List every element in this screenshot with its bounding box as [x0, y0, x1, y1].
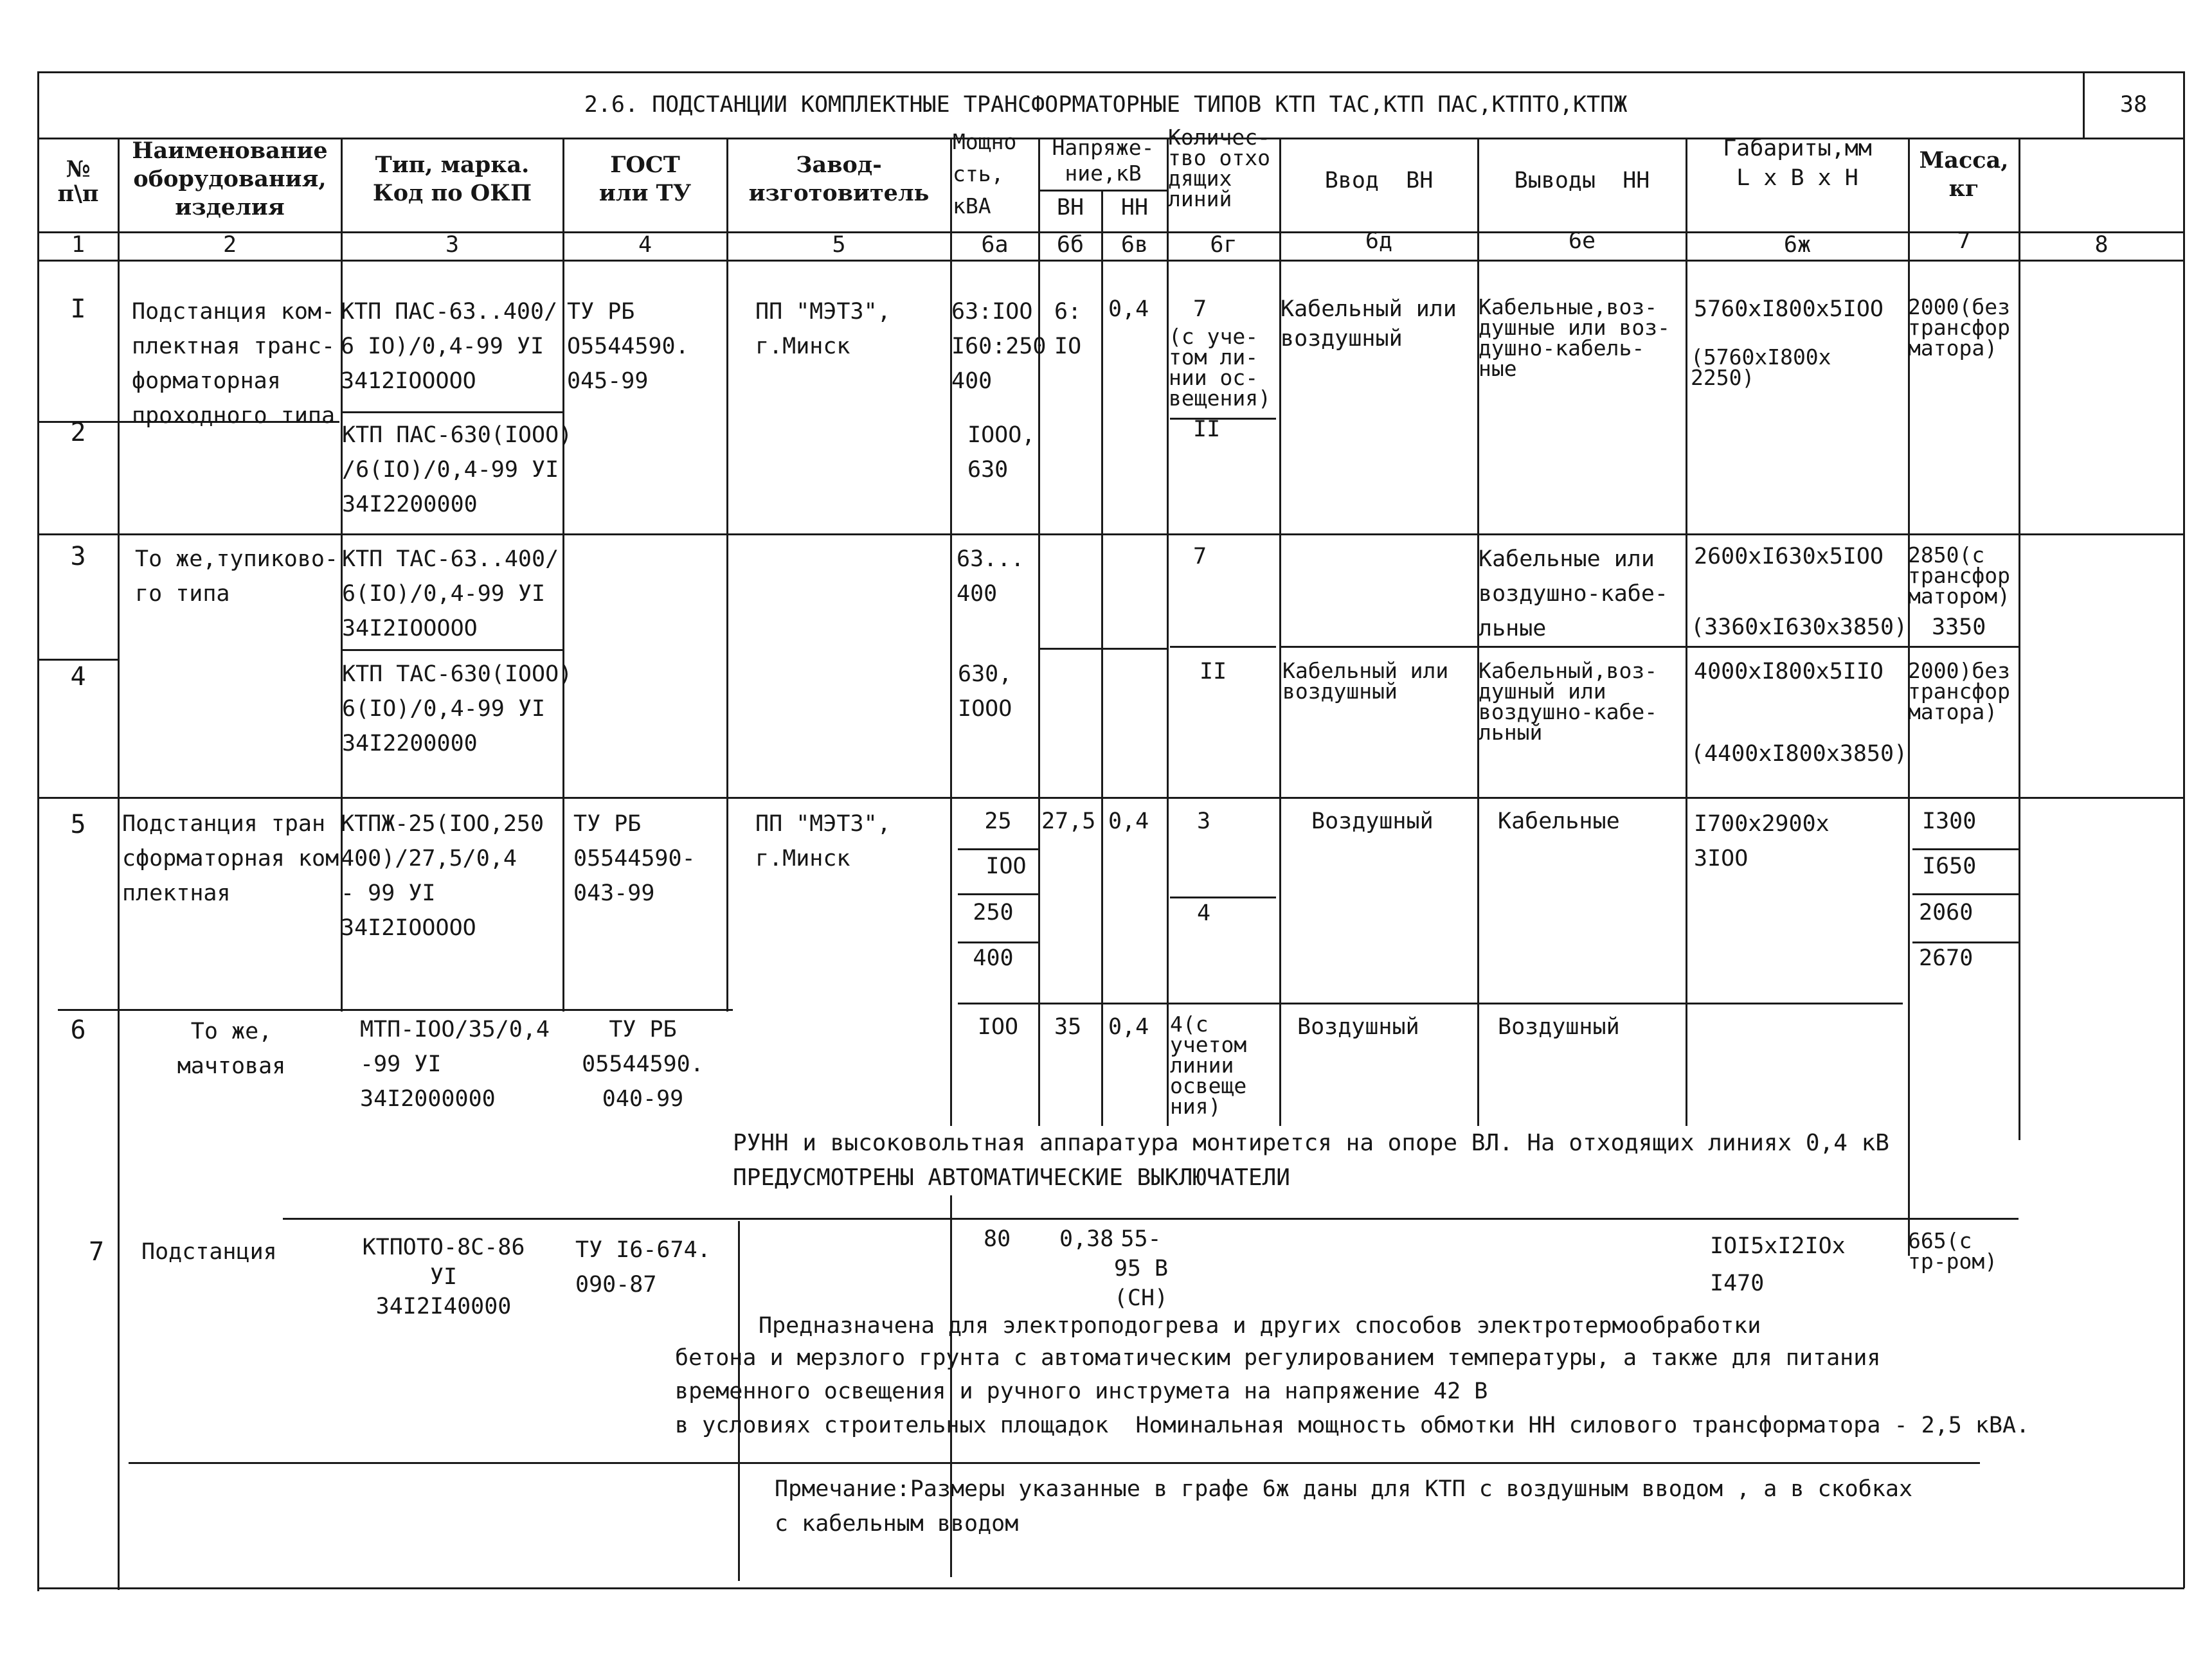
row-outputs: Воздушный: [1498, 1014, 1620, 1040]
row-note: РУНН и высоковольтная аппаратура монтирется на опоре ВЛ. На отходящих линиях 0,4 кВ ПРЕДУСМОТРЕНЫ АВТОМАТИЧЕСКИЕ ВЫКЛЮЧАТЕЛИ: [733, 1126, 1889, 1195]
row-nn: 55- 95 В (СН): [1113, 1226, 1169, 1311]
row-mass-2: 3350: [1932, 614, 1986, 640]
row-lines-note: (с уче- том ли- нии ос- вещения): [1169, 324, 1271, 411]
row-name: Подстанция ком- плектная транс- форматорная проходного типа: [132, 299, 336, 429]
row-gost: ТУ РБ 05544590. 040-99: [582, 1017, 704, 1112]
row-number: 4: [70, 662, 86, 692]
row-dims-cable: (4400xI800x3850): [1691, 741, 1908, 767]
colnum-8: 8: [2094, 232, 2109, 258]
row-sep-3-4b: [341, 649, 562, 651]
row-outputs: Кабельные: [1498, 808, 1620, 834]
row-type: КТП ПАС-630(IOOO) /6(IO)/0,4-99 УI 34I2200000: [342, 422, 573, 517]
colnum-6v: 6в: [1120, 232, 1149, 258]
row-mass: 2000(без трансфор матора): [1908, 294, 2010, 361]
row-lines: II: [1200, 659, 1227, 684]
row-lines: 4(с учетом линии освеще ния): [1170, 1012, 1247, 1119]
row-nn: 0,4: [1108, 296, 1149, 322]
row-outputs: Кабельные или воздушно-кабе- льные: [1479, 546, 1669, 641]
row-type: МТП-IOO/35/0,4 -99 УI 34I2000000: [360, 1017, 550, 1112]
header-mass: Масса, кг: [1919, 147, 2009, 202]
colnum-6b: 6б: [1056, 232, 1084, 258]
row-dims: IOI5xI2IOx I470: [1710, 1233, 1846, 1296]
row-sep-6-7: [283, 1218, 2019, 1220]
header-lines: Количес- тво отхо дящих линий: [1168, 125, 1270, 211]
row-mass: 665(с тр-ром): [1908, 1228, 1998, 1274]
row-type: КТП ПАС-63..400/ 6 IO)/0,4-99 УI 3412IOOOOO: [341, 299, 558, 394]
row-type: КТП ТАС-63..400/ 6(IO)/0,4-99 УI 34I2IOOOOO: [342, 546, 559, 641]
colnum-3: 3: [445, 232, 460, 258]
colnum-5: 5: [832, 232, 846, 258]
row-mass-3: 2060: [1919, 900, 1974, 925]
colnum-1: 1: [71, 232, 85, 258]
row-lines-a: 3: [1197, 808, 1211, 834]
colnum-6g: 6г: [1210, 232, 1237, 258]
header-input: Ввод ВН: [1324, 168, 1434, 193]
row-sep-4-5: [37, 797, 2184, 799]
page-title: 2.6. ПОДСТАНЦИИ КОМПЛЕКТНЫЕ ТРАНСФОРМАТОРНЫЕ ТИПОВ КТП ТАС,КТП ПАС,КТПТО,КТПЖ: [584, 92, 1628, 118]
header-nn: НН: [1120, 195, 1149, 220]
frame-top: [37, 71, 2184, 73]
row-number: 5: [70, 810, 86, 839]
description-line: бетона и мерзлого грунта с автоматическим регулированием температуры, а также для питания: [675, 1345, 1881, 1371]
row-name: То же, мачтовая: [177, 1019, 286, 1079]
header-gost: ГОСТ или ТУ: [598, 152, 692, 206]
header-num: № п\п: [57, 156, 99, 207]
row-input: Воздушный: [1297, 1014, 1419, 1040]
row-power: IOOO, 630: [967, 422, 1036, 483]
row-dims: 5760xI800x5IOO: [1694, 296, 1884, 322]
row-mass: 2850(с трансфор матором): [1908, 542, 2010, 609]
header-power: Мощно сть, кВА: [953, 129, 1017, 219]
colnum-6zh: 6ж: [1783, 232, 1812, 258]
row-name: Подстанция: [141, 1239, 277, 1265]
r5-power-sep-2: [958, 893, 1038, 895]
row-lines: 7: [1193, 544, 1207, 569]
row-sep-3-4c: [1038, 648, 1167, 650]
row-dims: 2600xI630x5IOO: [1694, 544, 1884, 569]
row-vn: 35: [1054, 1014, 1082, 1040]
row-sep-3-4d: [1170, 646, 1276, 648]
row-dims-cable: (3360xI630x3850): [1691, 614, 1908, 640]
row-dims: 4000xI800x5IIO: [1694, 659, 1884, 684]
row-vn: 27,5: [1041, 808, 1096, 834]
row-input: Кабельный или воздушный: [1281, 296, 1457, 352]
row-dims-cable: (5760xI800x 2250): [1691, 344, 1831, 390]
row-mass-1: I300: [1922, 808, 1977, 834]
row-number: 7: [88, 1237, 105, 1267]
col-line-6g: [1279, 138, 1281, 1127]
row-input: Кабельный или воздушный: [1282, 658, 1449, 704]
row-dims: I700x2900x 3IOO: [1694, 811, 1830, 871]
col-line-1: [118, 138, 120, 1590]
row-power: 630, IOOO: [958, 661, 1012, 722]
col-line-6a: [1038, 138, 1040, 1166]
row-mass-4: 2670: [1919, 945, 1974, 971]
row-mass: 2000)без трансфор матора): [1908, 658, 2010, 724]
row-gost: ТУ I6-674. 090-87: [575, 1237, 711, 1298]
row-mass-2: I650: [1922, 853, 1977, 879]
col-line-3: [562, 138, 564, 1012]
row-vn: 0,38: [1059, 1226, 1114, 1252]
row-sep-1-2c: [1170, 418, 1276, 420]
r5-power-sep-1: [958, 848, 1038, 850]
row-type: КТПЖ-25(IOO,250 400)/27,5/0,4 - 99 УI 34I2IOOOOO: [341, 811, 544, 941]
header-voltage: Напряже- ние,кВ: [1052, 135, 1155, 186]
row-power-2: IOO: [985, 853, 1027, 879]
header-dims: Габариты,мм L x B x H: [1723, 136, 1872, 191]
header-outputs: Выводы НН: [1514, 168, 1650, 193]
row-type: КТПОТО-8С-86 УI 34I2I40000: [362, 1235, 525, 1319]
row-name: Подстанция тран сформаторная ком плектная: [122, 811, 339, 906]
row-input: Воздушный: [1311, 808, 1434, 834]
col-line-6b: [1101, 190, 1103, 1160]
row-number: I: [70, 294, 86, 324]
row-number: 2: [70, 418, 86, 447]
row-lines: II: [1193, 416, 1221, 442]
row-maker: ПП "МЭТЗ", г.Минск: [755, 811, 891, 871]
colnum-6a: 6а: [981, 232, 1009, 258]
frame-bottom: [37, 1587, 2184, 1589]
r5-mass-sep-2: [1912, 893, 2019, 895]
frame-right: [2183, 71, 2185, 1588]
description-line: временного освещения и ручного инструмета на напряжение 42 В: [675, 1379, 1488, 1404]
row-maker: ПП "МЭТЗ", г.Минск: [755, 299, 891, 359]
header-name: Наименование оборудования, изделия: [132, 138, 328, 220]
r5-mass-sep-1: [1912, 848, 2019, 850]
row-power: 63... 400: [957, 546, 1025, 607]
row-outputs: Кабельный,воз- душный или воздушно-кабе- льный: [1479, 658, 1658, 745]
colnum-4: 4: [638, 232, 652, 258]
colnum-6e: 6е: [1568, 228, 1596, 254]
header-maker: Завод- изготовитель: [748, 152, 930, 206]
row-sep-5-6b: [958, 1003, 1903, 1004]
row-power-3: 250: [973, 900, 1014, 925]
row-sep-1-2b: [341, 411, 562, 413]
row-nn: 0,4: [1108, 808, 1149, 834]
row-sep-5-6: [58, 1009, 733, 1011]
header-type: Тип, марка. Код по ОКП: [372, 152, 532, 206]
colnum-6d: 6д: [1365, 228, 1393, 254]
row-sep-3-4a: [37, 659, 118, 661]
row-nn: 0,4: [1108, 1014, 1149, 1040]
header-vn: ВН: [1056, 195, 1084, 220]
row-power: 80: [984, 1226, 1011, 1252]
description-line: Предназначена для электроподогрева и других способов электротермообработки: [759, 1313, 1761, 1339]
page-number: 38: [2119, 92, 2148, 118]
colnum-7: 7: [1957, 228, 1971, 254]
row-gost: ТУ РБ O5544590. 045-99: [567, 299, 689, 394]
footnote: Прмечание:Размеры указанные в графе 6ж даны для КТП с воздушным вводом , а в скобках с кабельным вводом: [775, 1476, 1913, 1537]
col-line-6e: [1686, 138, 1687, 1127]
row-sep-2-3: [37, 533, 2184, 535]
row-vn: 6: IO: [1054, 299, 1082, 359]
row-sep-3-4e: [1279, 646, 2019, 648]
row-number: 6: [70, 1015, 86, 1045]
row-lines: 7: [1193, 296, 1207, 322]
row-lines-b: 4: [1197, 900, 1211, 926]
row-gost: ТУ РБ 05544590- 043-99: [573, 811, 696, 906]
row-type: КТП ТАС-630(IOOO) 6(IO)/0,4-99 УI 34I2200000: [342, 661, 573, 756]
description-line: в условиях строительных площадок Номинальная мощность обмотки НН силового трансформатора - 2,5 кВА.: [675, 1413, 2030, 1438]
row-power: IOO: [977, 1014, 1019, 1040]
row-power: 63:IOO I60:250 400: [951, 299, 1047, 394]
row-number: 3: [70, 542, 86, 571]
row-power-4: 400: [973, 945, 1014, 971]
colnum-border: [37, 260, 2184, 262]
row-outputs: Кабельные,воз- душные или воз- душно-кабель- ные: [1479, 294, 1671, 381]
row-power-1: 25: [984, 808, 1012, 834]
row-name: То же,тупиково- го типа: [135, 546, 339, 607]
row-sep-7-note: [129, 1462, 1980, 1464]
col-line-7: [2019, 138, 2020, 1140]
page-box-divider: [2083, 71, 2085, 139]
colnum-2: 2: [222, 232, 237, 258]
col-line-6c: [1167, 138, 1169, 1153]
col-line-4: [726, 138, 728, 1012]
r5-lines-sep: [1170, 897, 1276, 898]
